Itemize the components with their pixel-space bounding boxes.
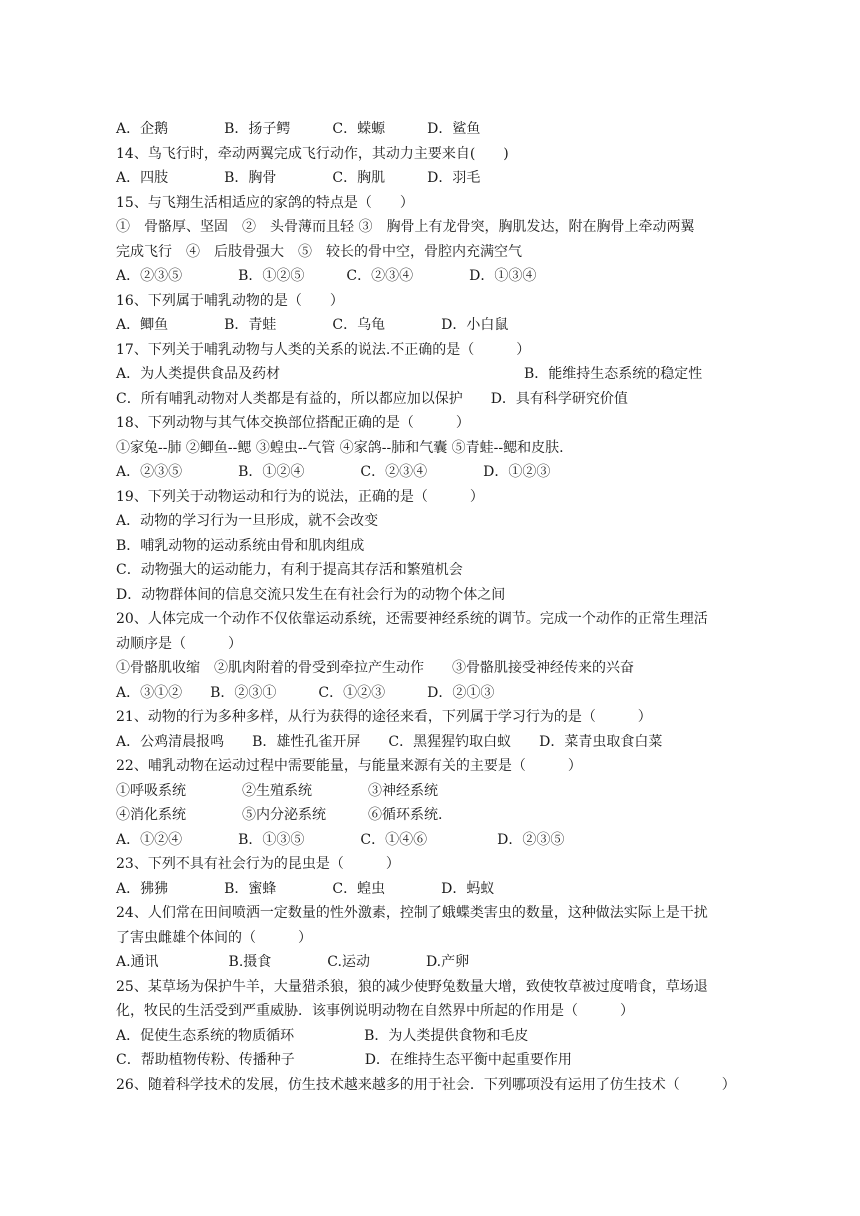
text-line: ①骨骼肌收缩 ②肌肉附着的骨受到牵拉产生动作 ③骨骼肌接受神经传来的兴奋: [116, 660, 634, 676]
text-line: 完成飞行 ④ 后肢骨强大 ⑤ 较长的骨中空，骨腔内充满空气: [116, 243, 522, 260]
text-line: A．鲫鱼 B．青蛙 C．乌龟 D．小白鼠: [116, 317, 509, 333]
text-line: 14、鸟飞行时，牵动两翼完成飞行动作，其动力主要来自( ): [116, 145, 509, 162]
text-line: 24、人们常在田间喷洒一定数量的性外激素，控制了蛾蝶类害虫的数量，这种做法实际上是干扰: [116, 905, 708, 921]
text-line-split: [116, 362, 748, 387]
text-line: A．狒狒 B．蜜蜂 C．蝗虫 D．蚂蚁: [116, 880, 495, 897]
text-line: 了害虫雌雄个体间的（ ）: [116, 929, 312, 946]
text-line: A．企鹅 B．扬子鳄 C．蝾螈 D．鲨鱼: [116, 121, 481, 137]
text-line: 20、人体完成一个动作不仅依靠运动系统，还需要神经系统的调节。完成一个动作的正常生理活: [116, 611, 708, 627]
text-line: ①家兔--肺 ②鲫鱼--鳃 ③蝗虫--气管 ④家鸽--肺和气囊 ⑤青蛙--鳃和皮肤.: [116, 439, 564, 456]
text-line: 动顺序是（ ）: [116, 635, 242, 652]
text-line: C．帮助植物传粉、传播种子 D．在维持生态平衡中起重要作用: [116, 1052, 572, 1068]
text-line: A．四肢 B．胸骨 C．胸肌 D．羽毛: [116, 170, 481, 186]
text-line: A．动物的学习行为一旦形成，就不会改变: [116, 513, 379, 529]
text-line: A．②③⑤ B．①②④ C．②③④ D．①②③: [116, 464, 551, 480]
option-right: B．能维持生态系统的稳定性: [524, 366, 703, 382]
text-line: 26、随着科学技术的发展，仿生技术越来越多的用于社会．下列哪项没有运用了仿生技术（ ）: [116, 1076, 736, 1093]
text-line: ④消化系统 ⑤内分泌系统 ⑥循环系统.: [116, 807, 443, 823]
text-line: B．哺乳动物的运动系统由骨和肌肉组成: [116, 537, 365, 554]
text-line: A．③①② B．②③① C．①②③ D．②①③: [116, 684, 495, 701]
option-left: A．为人类提供食品及药材: [116, 366, 281, 382]
text-line: 16、下列属于哺乳动物的是（ ）: [116, 292, 344, 309]
text-line: 21、动物的行为多种多样，从行为获得的途径来看，下列属于学习行为的是（ ）: [116, 709, 652, 725]
text-line: 17、下列关于哺乳动物与人类的关系的说法.不正确的是（ ）: [116, 341, 531, 358]
text-line: A.通讯 B.摄食 C.运动 D.产卵: [116, 954, 470, 970]
text-line: C．所有哺乳动物对人类都是有益的，所以都应加以保护 D．具有科学研究价值: [116, 390, 628, 407]
text-line: A．①②④ B．①③⑤ C．①④⑥ D．②③⑤: [116, 831, 565, 848]
text-line: ① 骨骼厚、坚固 ② 头骨薄而且轻 ③ 胸骨上有龙骨突，胸肌发达，附在胸骨上牵动两翼: [116, 219, 695, 235]
text-line: C．动物强大的运动能力，有利于提高其存活和繁殖机会: [116, 562, 463, 578]
text-line: 19、下列关于动物运动和行为的说法，正确的是（ ）: [116, 488, 484, 505]
text-line: A．②③⑤ B．①②⑤ C．②③④ D．①③④: [116, 268, 537, 284]
text-line: 18、下列动物与其气体交换部位搭配正确的是（ ）: [116, 415, 470, 431]
text-line: A．促使生态系统的物质循环 B．为人类提供食物和毛皮: [116, 1027, 529, 1044]
text-line: 化，牧民的生活受到严重威胁．该事例说明动物在自然界中所起的作用是（ ）: [116, 1003, 634, 1019]
text-line: ①呼吸系统 ②生殖系统 ③神经系统: [116, 782, 438, 799]
text-line: A．公鸡清晨报鸣 B．雄性孔雀开屏 C．黑猩猩钓取白蚁 D．菜青虫取食白菜: [116, 733, 663, 750]
text-line: 23、下列不具有社会行为的昆虫是（ ）: [116, 856, 400, 872]
text-line: 25、某草场为保护牛羊，大量猎杀狼，狼的减少使野兔数量大增，致使牧草被过度啃食，草场退: [116, 978, 708, 995]
document-body: [116, 117, 748, 1097]
text-line: 15、与飞翔生活相适应的家鸽的特点是（ ）: [116, 194, 414, 211]
text-line: 22、哺乳动物在运动过程中需要能量，与能量来源有关的主要是（ ）: [116, 758, 582, 774]
text-line: D．动物群体间的信息交流只发生在有社会行为的动物个体之间: [116, 586, 506, 603]
